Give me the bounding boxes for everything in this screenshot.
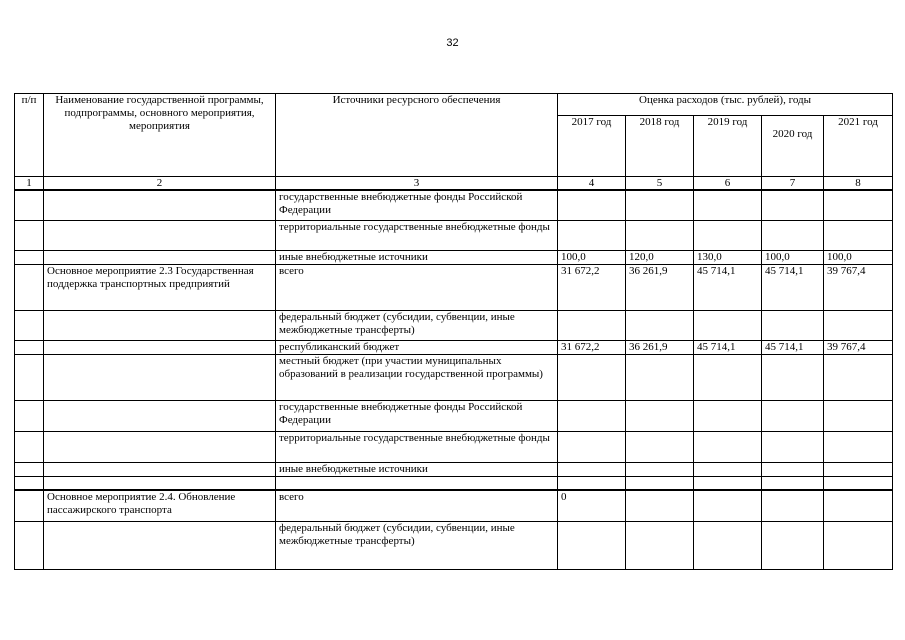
row-value xyxy=(824,476,893,490)
column-number: 1 xyxy=(15,177,44,191)
row-value: 45 714,1 xyxy=(762,264,824,310)
table-row xyxy=(15,340,893,354)
row-value xyxy=(626,521,694,569)
row-value xyxy=(626,476,694,490)
row-value xyxy=(626,190,694,220)
row-source: местный бюджет (при участии муниципальных образований в реализации государственной программы) xyxy=(276,354,558,400)
table-row xyxy=(15,431,893,462)
row-source xyxy=(276,476,558,490)
row-value xyxy=(626,220,694,250)
table-row xyxy=(15,250,893,264)
header-year: 2017 год xyxy=(558,116,626,177)
row-value xyxy=(694,431,762,462)
row-value xyxy=(626,310,694,340)
row-value xyxy=(694,310,762,340)
row-value xyxy=(694,462,762,476)
header-estimate: Оценка расходов (тыс. рублей), годы xyxy=(558,94,893,116)
row-index xyxy=(15,431,44,462)
row-value: 100,0 xyxy=(558,250,626,264)
row-value xyxy=(626,490,694,521)
row-value xyxy=(558,462,626,476)
row-source: территориальные государственные внебюджетные фонды xyxy=(276,220,558,250)
row-name xyxy=(44,476,276,490)
row-source: республиканский бюджет xyxy=(276,340,558,354)
row-value: 45 714,1 xyxy=(762,340,824,354)
row-value xyxy=(762,354,824,400)
row-value xyxy=(762,462,824,476)
column-number: 2 xyxy=(44,177,276,191)
column-number: 3 xyxy=(276,177,558,191)
row-value xyxy=(558,190,626,220)
header-name: Наименование государственной программы, подпрограммы, основного мероприятия, мероприятия xyxy=(44,94,276,177)
row-name xyxy=(44,431,276,462)
row-value xyxy=(694,476,762,490)
row-value xyxy=(824,310,893,340)
row-source: государственные внебюджетные фонды Российской Федерации xyxy=(276,190,558,220)
row-source: иные внебюджетные источники xyxy=(276,462,558,476)
table-row xyxy=(15,354,893,400)
row-value xyxy=(762,490,824,521)
row-value: 39 767,4 xyxy=(824,340,893,354)
row-source: всего xyxy=(276,490,558,521)
row-value xyxy=(762,521,824,569)
row-name xyxy=(44,400,276,431)
row-value: 45 714,1 xyxy=(694,340,762,354)
column-numbers-row xyxy=(15,177,893,191)
row-index xyxy=(15,190,44,220)
row-value xyxy=(558,354,626,400)
row-value: 31 672,2 xyxy=(558,340,626,354)
row-value xyxy=(694,521,762,569)
row-value xyxy=(558,521,626,569)
row-source: всего xyxy=(276,264,558,310)
row-source: федеральный бюджет (субсидии, субвенции, иные межбюджетные трансферты) xyxy=(276,310,558,340)
row-value xyxy=(558,220,626,250)
row-value xyxy=(626,462,694,476)
column-number: 7 xyxy=(762,177,824,191)
row-index xyxy=(15,250,44,264)
row-source: иные внебюджетные источники xyxy=(276,250,558,264)
row-value: 39 767,4 xyxy=(824,264,893,310)
row-value xyxy=(824,354,893,400)
row-value xyxy=(762,400,824,431)
header-year: 2019 год xyxy=(694,116,762,177)
row-value: 45 714,1 xyxy=(694,264,762,310)
row-value: 31 672,2 xyxy=(558,264,626,310)
row-name xyxy=(44,462,276,476)
row-value xyxy=(824,400,893,431)
row-name: Основное мероприятие 2.3 Государственная поддержка транспортных предприятий xyxy=(44,264,276,310)
row-value: 36 261,9 xyxy=(626,264,694,310)
row-value xyxy=(762,431,824,462)
header-year: 2020 год xyxy=(762,116,824,177)
row-index xyxy=(15,490,44,521)
row-index xyxy=(15,354,44,400)
row-index xyxy=(15,340,44,354)
row-value xyxy=(626,354,694,400)
table-row xyxy=(15,310,893,340)
row-name xyxy=(44,521,276,569)
row-value: 0 xyxy=(558,490,626,521)
table-row xyxy=(15,521,893,569)
row-name xyxy=(44,220,276,250)
row-value xyxy=(824,431,893,462)
row-value xyxy=(558,476,626,490)
row-value xyxy=(824,490,893,521)
row-value xyxy=(558,400,626,431)
row-name xyxy=(44,310,276,340)
row-index xyxy=(15,400,44,431)
row-value xyxy=(762,190,824,220)
table-row xyxy=(15,490,893,521)
row-source: государственные внебюджетные фонды Российской Федерации xyxy=(276,400,558,431)
table-row xyxy=(15,220,893,250)
row-index xyxy=(15,264,44,310)
row-value xyxy=(762,220,824,250)
page-number: 32 xyxy=(446,37,459,49)
header-source: Источники ресурсного обеспечения xyxy=(276,94,558,177)
table-row xyxy=(15,400,893,431)
table-row xyxy=(15,462,893,476)
row-index xyxy=(15,310,44,340)
row-name xyxy=(44,190,276,220)
row-value xyxy=(558,431,626,462)
row-name xyxy=(44,340,276,354)
row-source: федеральный бюджет (субсидии, субвенции, иные межбюджетные трансферты) xyxy=(276,521,558,569)
row-value: 100,0 xyxy=(824,250,893,264)
column-number: 4 xyxy=(558,177,626,191)
row-source: территориальные государственные внебюджетные фонды xyxy=(276,431,558,462)
row-value xyxy=(626,431,694,462)
row-index xyxy=(15,476,44,490)
row-value xyxy=(694,400,762,431)
row-value xyxy=(762,310,824,340)
row-value xyxy=(558,310,626,340)
header-year: 2018 год xyxy=(626,116,694,177)
header-year: 2021 год xyxy=(824,116,893,177)
row-value xyxy=(762,476,824,490)
column-number: 5 xyxy=(626,177,694,191)
row-value: 130,0 xyxy=(694,250,762,264)
row-value: 120,0 xyxy=(626,250,694,264)
row-index xyxy=(15,462,44,476)
table-row xyxy=(15,476,893,490)
row-value xyxy=(824,190,893,220)
header-index: п/п xyxy=(15,94,44,177)
row-value: 100,0 xyxy=(762,250,824,264)
row-value xyxy=(824,521,893,569)
table-row xyxy=(15,190,893,220)
table-row xyxy=(15,264,893,310)
row-name: Основное мероприятие 2.4. Обновление пассажирского транспорта xyxy=(44,490,276,521)
row-value xyxy=(694,190,762,220)
row-value: 36 261,9 xyxy=(626,340,694,354)
row-value xyxy=(824,220,893,250)
row-name xyxy=(44,354,276,400)
row-value xyxy=(824,462,893,476)
budget-table xyxy=(14,93,893,570)
row-value xyxy=(694,220,762,250)
column-number: 6 xyxy=(694,177,762,191)
row-name xyxy=(44,250,276,264)
row-value xyxy=(626,400,694,431)
row-value xyxy=(694,354,762,400)
row-index xyxy=(15,220,44,250)
row-index xyxy=(15,521,44,569)
row-value xyxy=(694,490,762,521)
column-number: 8 xyxy=(824,177,893,191)
